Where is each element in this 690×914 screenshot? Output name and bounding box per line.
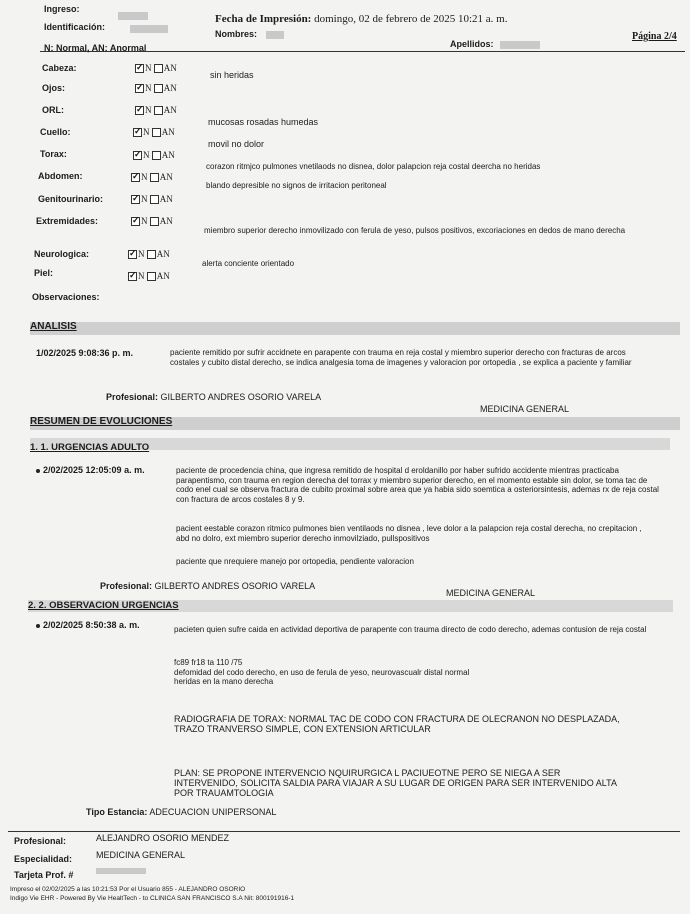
footer-impreso: Impreso el 02/02/2025 a las 10:21:53 Por el Usuario 855 - ALEJANDRO OSORIO (10, 886, 246, 893)
footer-divider (8, 831, 680, 832)
analisis-text: paciente remitido por sufrir accidnete en parapente con trauma en reja costal y miembro superior derecho con fracturas de arcos costales y cubito distal derecho, se indica analgesia toma de imagenes y valoracion por ortopedia , se explica a paciente y familiar (170, 348, 632, 367)
checkbox-group-extremidades: ✓ N AN (131, 216, 173, 226)
exam-label-extremidades: Extremidades: (36, 216, 99, 226)
exam-label-torax: Torax: (40, 149, 67, 159)
checkbox-group-cuello: ✓ N AN (133, 127, 175, 137)
s2-vitals: fc89 fr18 ta 110 /75 defomidad del codo derecho, en uso de ferula de yeso, neurovascualr distal normal heridas en la mano derecha (174, 658, 470, 686)
checkbox-group-orl: ✓ N AN (135, 105, 177, 115)
checkbox-anormal[interactable] (154, 106, 163, 115)
urgencias-adulto-title: 1. 1. URGENCIAS ADULTO (30, 442, 150, 453)
exam-text-cuello: movil no dolor (208, 139, 265, 149)
checkbox-group-genitourinario: ✓ N AN (131, 194, 173, 204)
checkbox-group-ojos: ✓ N AN (135, 83, 177, 93)
checkbox-group-torax: ✓ N AN (133, 150, 175, 160)
checkbox-anormal[interactable] (150, 173, 159, 182)
redacted-tarjeta (96, 868, 146, 874)
checkbox-anormal[interactable] (152, 128, 161, 137)
footer-profesional-label: Profesional: (14, 836, 67, 846)
exam-label-neurologica: Neurologica: (34, 249, 90, 259)
checkbox-normal[interactable] (131, 217, 140, 226)
observacion-urgencias-title: 2. 2. OBSERVACION URGENCIAS (28, 600, 179, 611)
s2-entry-datetime: 2/02/2025 8:50:38 a. m. (36, 620, 140, 630)
checkbox-normal[interactable] (128, 272, 137, 281)
fecha-value: domingo, 02 de febrero de 2025 10:21 a. m. (314, 13, 508, 25)
observaciones-label: Observaciones: (32, 292, 100, 302)
s1-especialidad: MEDICINA GENERAL (446, 588, 536, 598)
fecha-impresion (215, 13, 508, 25)
bullet-icon (36, 469, 40, 473)
page-number: Página 2/4 (632, 31, 677, 42)
exam-label-abdomen: Abdomen: (38, 171, 83, 181)
checkbox-group-piel: ✓ N AN (128, 271, 170, 281)
tipo-estancia: Tipo Estancia: ADECUACION UNIPERSONAL (86, 807, 277, 817)
analisis-title: ANALISIS (30, 321, 77, 332)
exam-text-orl: mucosas rosadas humedas (208, 117, 319, 127)
redacted-identificacion (130, 25, 168, 33)
checkbox-group-neurologica: ✓ N AN (128, 249, 170, 259)
checkbox-anormal[interactable] (147, 272, 156, 281)
s2-plan: PLAN: SE PROPONE INTERVENCIO NQUIRURGICA L PACIUEOTNE PERO SE NIEGA A SER INTERVENIDO, SOLICITA SALDIA PARA VIAJAR A SU LUGAR DE ORIGEN PARA SER INTERVENIDO ALTA POR TRAUAMTOLOGIA (174, 768, 617, 798)
analisis-datetime: 1/02/2025 9:08:36 p. m. (36, 348, 134, 358)
footer-tarjeta-label: Tarjeta Prof. # (14, 870, 74, 880)
exam-text-cabeza: sin heridas (210, 70, 254, 80)
checkbox-normal[interactable] (135, 106, 144, 115)
exam-text-abdomen: blando depresible no signos de irritacion peritoneal (206, 181, 387, 190)
checkbox-normal[interactable] (131, 195, 140, 204)
footer-profesional: ALEJANDRO OSORIO MENDEZ (96, 833, 230, 843)
checkbox-normal[interactable] (131, 173, 140, 182)
analisis-bar (30, 322, 680, 335)
exam-text-torax: corazon ritmjco pulmones vnetilaods no disnea, dolor palapcion reja costal deercha no heridas (206, 162, 541, 171)
nombres-label: Nombres: (215, 29, 258, 39)
s1-paragraph-2: pacient eestable corazon ritmico pulmones bien ventilaods no disnea , leve dolor a la palapcion reja costal derecha, no crepitacion , abd no dolro, ext miembro superior derecho inmovilziado, pullspositivos (176, 524, 642, 543)
exam-label-cuello: Cuello: (40, 127, 71, 137)
checkbox-normal[interactable] (128, 250, 137, 259)
exam-label-ojos: Ojos: (42, 83, 66, 93)
resumen-title: RESUMEN DE EVOLUCIONES (30, 416, 173, 427)
checkbox-anormal[interactable] (150, 195, 159, 204)
s1-paragraph-3: paciente que nrequiere manejo por ortopedia, pendiente valoracion (176, 557, 414, 566)
checkbox-group-abdomen: ✓ N AN (131, 172, 173, 182)
checkbox-anormal[interactable] (154, 84, 163, 93)
checkbox-normal[interactable] (135, 64, 144, 73)
checkbox-normal[interactable] (133, 151, 142, 160)
exam-label-genitourinario: Genitourinario: (38, 194, 103, 204)
checkbox-group-cabeza: ✓ N AN (135, 63, 177, 73)
redacted-ingreso (118, 12, 148, 20)
footer-especialidad-label: Especialidad: (14, 854, 73, 864)
exam-label-cabeza: Cabeza: (42, 63, 77, 73)
checkbox-normal[interactable] (133, 128, 142, 137)
s2-imaging: RADIOGRAFIA DE TORAX: NORMAL TAC DE CODO CON FRACTURA DE OLECRANON NO DESPLAZADA, TRAZO TRANVERSO SIMPLE, CON EXTENSION ARTICULAR (174, 714, 620, 734)
s2-paragraph-1: pacieten quien sufre caida en actividad deportiva de parapente con trauma directo de codo derecho, ademas contusion de reja costal (174, 625, 647, 634)
checkbox-anormal[interactable] (154, 64, 163, 73)
exam-label-orl: ORL: (42, 105, 64, 115)
exam-text-extremidades: miembro superior derecho inmovilizado con ferula de yeso, pulsos positivos, excoriaciones en dedos de mano derecha (204, 226, 626, 235)
s1-entry-datetime: 2/02/2025 12:05:09 a. m. (36, 465, 145, 475)
checkbox-anormal[interactable] (152, 151, 161, 160)
analisis-especialidad: MEDICINA GENERAL (480, 404, 570, 414)
exam-text-neurologica: alerta conciente orientado (202, 259, 295, 268)
identificacion-label: Identificación: (44, 22, 106, 32)
checkbox-normal[interactable] (135, 84, 144, 93)
s1-paragraph-1: paciente de procedencia china, que ingresa remitido de hospital d eroldanillo por haber sufrido accidente mientras practicaba parapentismo, con trauma en region derecha del torrax y miembro superior derecho, en el momento estable sin dolor, se toma tac de codo enel cual se observa fractura de cubito proximal sobre area que ya habia sido soemtica a osteriorsintesis, ademas rx de reja costal con fractura de arcos costales 8 y 9. (176, 466, 659, 504)
ingreso-label: Ingreso: (44, 4, 80, 14)
exam-label-piel: Piel: (34, 268, 54, 278)
legend: N: Normal, AN: Anormal (44, 43, 147, 53)
s1-profesional: Profesional: GILBERTO ANDRES OSORIO VARELA (100, 581, 316, 591)
checkbox-anormal[interactable] (150, 217, 159, 226)
apellidos-label: Apellidos: (450, 39, 494, 49)
footer-powered: Indigo Vie EHR - Powered By Vie HealtTech - to CLINICA SAN FRANCISCO S.A Nit: 800191916-1 (10, 895, 295, 902)
redacted-apellidos (500, 41, 540, 49)
fecha-label: Fecha de Impresión: (215, 13, 312, 25)
redacted-nombres (266, 31, 284, 39)
bullet-icon (36, 624, 40, 628)
checkbox-anormal[interactable] (147, 250, 156, 259)
footer-especialidad: MEDICINA GENERAL (96, 850, 186, 860)
analisis-profesional: Profesional: GILBERTO ANDRES OSORIO VARELA (106, 392, 322, 402)
